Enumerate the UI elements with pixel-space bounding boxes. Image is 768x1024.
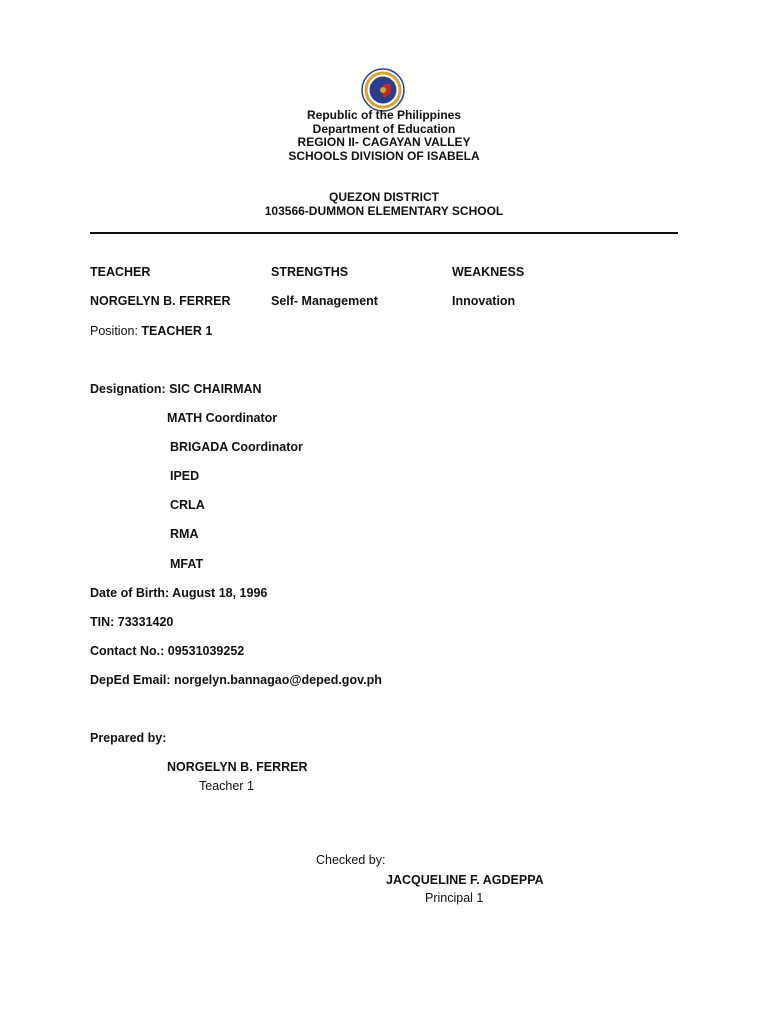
checked-by-title: Principal 1 (425, 891, 484, 905)
position-value: TEACHER 1 (141, 324, 213, 338)
header-district: QUEZON DISTRICT (329, 190, 439, 204)
contact-number: Contact No.: 09531039252 (90, 644, 245, 658)
designation-item: MFAT (170, 557, 204, 571)
prepared-by-title: Teacher 1 (199, 779, 254, 793)
designation-item: IPED (170, 469, 200, 483)
weakness-value: Innovation (452, 294, 516, 308)
prepared-by-name: NORGELYN B. FERRER (167, 760, 308, 774)
position-line (90, 324, 212, 339)
tin-number: TIN: 73331420 (90, 615, 174, 629)
deped-seal-icon (361, 68, 405, 112)
designation-item: BRIGADA Coordinator (170, 440, 303, 454)
column-header-teacher: TEACHER (90, 265, 151, 279)
checked-by-name: JACQUELINE F. AGDEPPA (386, 873, 544, 887)
column-header-strengths: STRENGTHS (271, 265, 349, 279)
teacher-name: NORGELYN B. FERRER (90, 294, 231, 308)
header-divider (90, 232, 678, 234)
designation-first: SIC CHAIRMAN (169, 382, 262, 396)
column-header-weakness: WEAKNESS (452, 265, 525, 279)
header-division: SCHOOLS DIVISION OF ISABELA (288, 149, 480, 163)
position-label: Position: (90, 324, 142, 338)
deped-email: DepEd Email: norgelyn.bannagao@deped.gov.ph (90, 673, 382, 687)
header-republic: Republic of the Philippines (306, 108, 461, 122)
prepared-by-label: Prepared by: (90, 731, 167, 745)
header-school: 103566-DUMMON ELEMENTARY SCHOOL (264, 204, 504, 218)
designation-item: CRLA (170, 498, 205, 512)
header-department: Department of Education (312, 122, 456, 136)
designation-line (90, 382, 262, 397)
strength-value: Self- Management (271, 294, 378, 308)
checked-by-label: Checked by: (316, 853, 386, 867)
designation-item: MATH Coordinator (167, 411, 278, 425)
header-region: REGION II- CAGAYAN VALLEY (297, 135, 471, 149)
designation-item: RMA (170, 527, 199, 541)
designation-label: Designation: (90, 382, 170, 396)
date-of-birth: Date of Birth: August 18, 1996 (90, 586, 268, 600)
